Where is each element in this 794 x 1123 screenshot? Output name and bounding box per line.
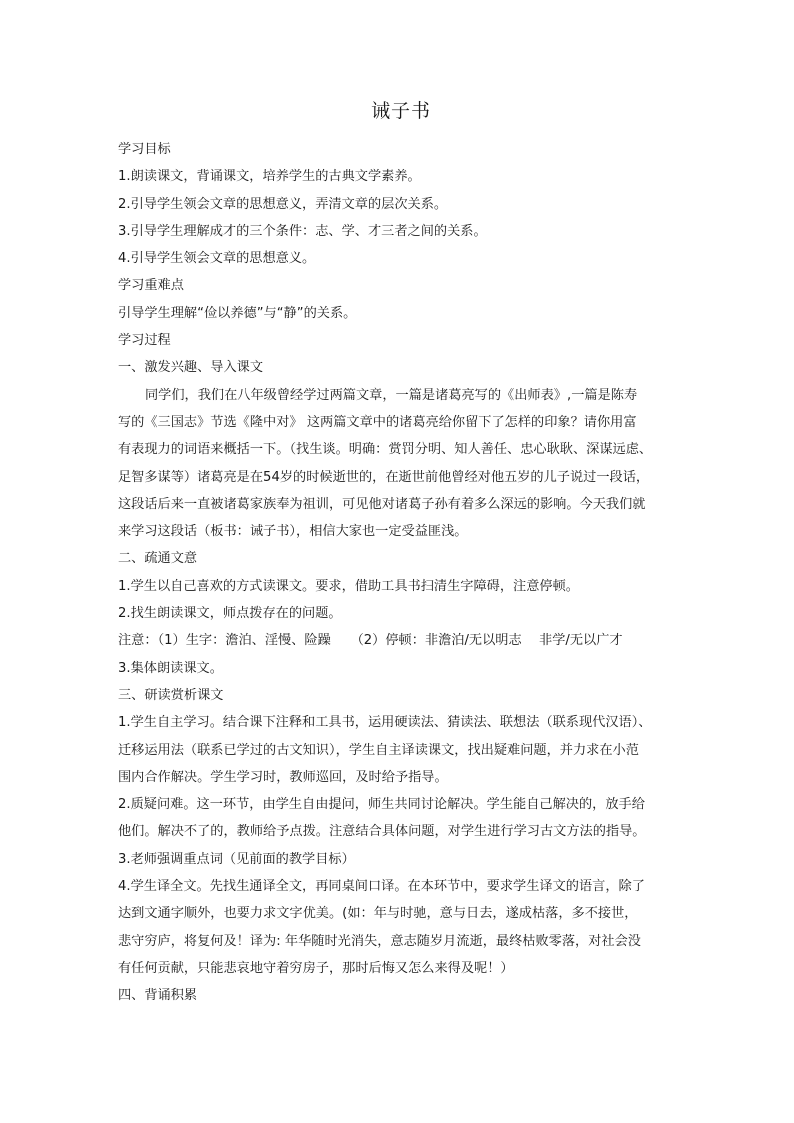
document-title: 诫子书: [370, 100, 431, 122]
text-line: 同学们，我们在八年级曾经学过两篇文章，一篇是诸葛亮写的《出师表》,一篇是陈寿: [145, 387, 638, 403]
text-line: 引导学生理解“俭以养德”与“静”的关系。: [118, 305, 357, 321]
document-page: [118, 96, 684, 1010]
text-line: 2.引导学生领会文章的思想意义，弄清文章的层次关系。: [118, 196, 448, 212]
text-line: 迁移运用法（联系已学过的古文知识），学生自主译读课文，找出疑难问题，并力求在小范: [118, 742, 639, 758]
text-line: 一、激发兴趣、导入课文: [118, 360, 264, 376]
text-line: 3.老师强调重点词（见前面的教学目标）: [118, 851, 355, 867]
text-line: 来学习这段话（板书：诫子书），相信大家也一定受益匪浅。: [118, 524, 468, 540]
text-line: 注意：（1）生字：澹泊、淫慢、险躁 （2）停顿：非澹泊/无以明志 非学/无以广才: [118, 633, 623, 649]
text-line: 有表现力的词语来概括一下。（找生谈。明确：赏罚分明、知人善任、忠心耿耿、深谋远虑、: [118, 442, 653, 458]
text-line: 2.质疑问难。这一环节，由学生自由提问，师生共同讨论解决。学生能自己解决的，放手给: [118, 797, 645, 813]
text-line: 三、研读赏析课文: [118, 687, 224, 703]
text-line: 4.引导学生领会文章的思想意义。: [118, 251, 316, 267]
document-body: [118, 136, 684, 1010]
text-line: 写的《三国志》节选《隆中对》 这两篇文章中的诸葛亮给你留下了怎样的印象？请你用富: [118, 414, 637, 430]
text-line: 二、疏通文意: [118, 551, 198, 567]
text-line: 足智多谋等）诸葛亮是在54岁的时候逝世的，在逝世前他曾经对他五岁的儿子说过一段话，: [118, 469, 650, 485]
text-line: 1.学生自主学习。结合课下注释和工具书，运用硬读法、猜读法、联想法（联系现代汉语）、: [118, 715, 652, 731]
text-line: 2.找生朗读课文，师点拨存在的问题。: [118, 606, 342, 622]
text-line: 3.集体朗读课文。: [118, 660, 223, 676]
text-line: 有任何贡献，只能悲哀地守着穷房子，那时后悔又怎么来得及呢！）: [118, 960, 514, 976]
text-line: 四、背诵积累: [118, 988, 198, 1004]
text-line: 1.学生以自己喜欢的方式读课文。要求，借助工具书扫清生字障碍，注意停顿。: [118, 578, 579, 594]
text-line: 这段话后来一直被诸葛家族奉为祖训，可见他对诸葛子孙有着多么深远的影响。今天我们就: [118, 496, 646, 512]
text-line: 悲守穷庐，将复何及！译为: 年华随时光消失，意志随岁月流逝，最终枯败零落，对社会没: [118, 933, 641, 949]
text-line: 1.朗读课文，背诵课文，培养学生的古典文学素养。: [118, 169, 421, 185]
text-line: 学习重难点: [118, 278, 184, 294]
text-line: 他们。解决不了的，教师给予点拨。注意结合具体问题，对学生进行学习古文方法的指导。: [118, 824, 646, 840]
text-line: 3.引导学生理解成才的三个条件：志、学、才三者之间的关系。: [118, 223, 487, 239]
text-line: 围内合作解决。学生学习时，教师巡回，及时给予指导。: [118, 769, 448, 785]
text-line: 学习目标: [118, 142, 171, 157]
text-line: 4.学生译全文。先找生通译全文，再同桌间口译。在本环节中，要求学生译文的语言，除了: [118, 879, 645, 895]
text-line: 达到文通字顺外，也要力求文字优美。(如：年与时驰，意与日去，遂成枯落，多不接世，: [118, 906, 638, 922]
text-line: 学习过程: [118, 333, 171, 349]
